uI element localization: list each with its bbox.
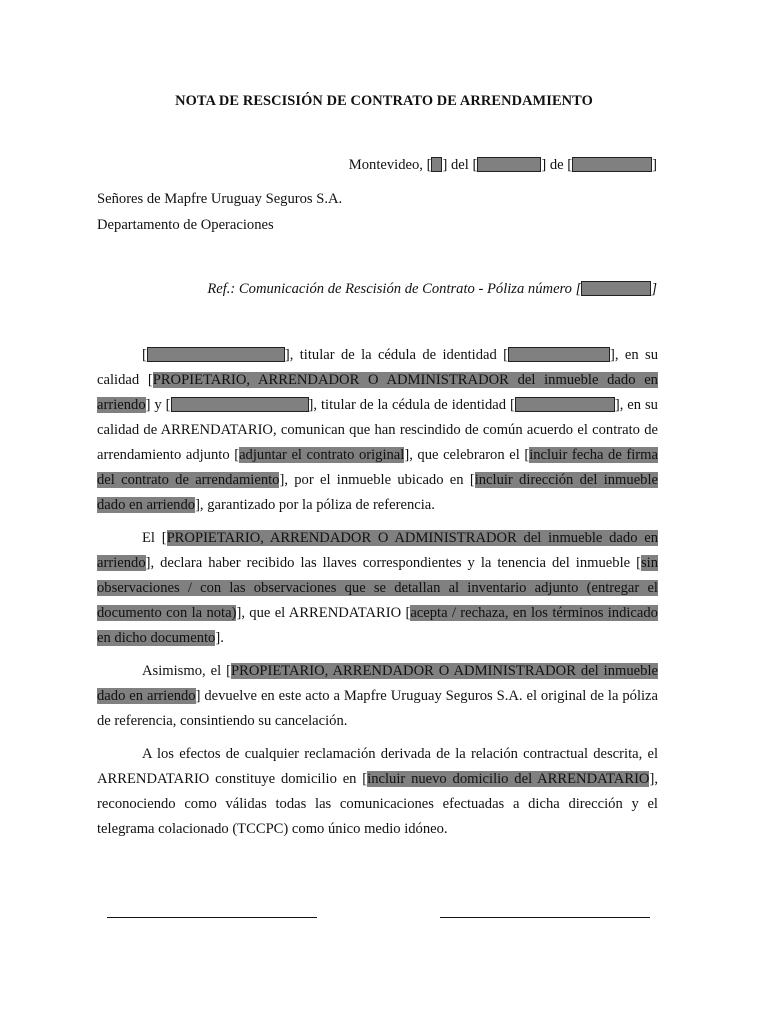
highlight-signing-date: incluir fecha de firma del contrato de arrendamiento — [97, 447, 658, 488]
date-de: ] de [ — [541, 157, 573, 173]
highlight-accept-reject: acepta / rechaza, en los términos indicado en dicho documento — [97, 605, 658, 646]
text-fragment: ], garantizado por la póliza de referencia. — [195, 497, 435, 513]
text-fragment: Asimismo, el [ — [142, 663, 231, 679]
highlight-owner-role: PROPIETARIO, ARRENDADOR O ADMINISTRADOR del inmueble dado en arriendo — [97, 372, 658, 413]
owner-id-placeholder — [508, 347, 610, 362]
reference-line — [207, 281, 657, 298]
text-fragment: ], reconociendo como válidas todas las comunicaciones efectuadas a dicha dirección y el telegrama colacionado (TCCPC) como único medio idóneo. — [97, 771, 658, 837]
paragraph-parties — [97, 343, 658, 518]
letter-body — [97, 343, 658, 850]
recipient-company: Señores de Mapfre Uruguay Seguros S.A. — [97, 191, 343, 207]
month-placeholder — [477, 157, 541, 172]
text-fragment: A los efectos de cualquier reclamación derivada de la relación contractual descrita, el ARRENDATARIO constituye domicilio en [ — [97, 746, 658, 787]
policy-number-placeholder — [581, 281, 651, 296]
highlight-owner-role: PROPIETARIO, ARRENDADOR O ADMINISTRADOR del inmueble dado en arriendo — [97, 663, 658, 704]
text-fragment: ], que celebraron el [ — [404, 447, 530, 463]
date-del: ] del [ — [442, 157, 478, 173]
tenant-name-placeholder — [171, 397, 309, 412]
text-fragment: El [ — [142, 530, 167, 546]
signature-line-right — [440, 917, 650, 918]
highlight-owner-role: PROPIETARIO, ARRENDADOR O ADMINISTRADOR del inmueble dado en arriendo — [97, 530, 658, 571]
reference-suffix: ] — [651, 281, 657, 297]
text-fragment: ]. — [215, 630, 224, 646]
text-fragment: ] devuelve en este acto a Mapfre Uruguay Seguros S.A. el original de la póliza de referencia, consintiendo su cancelación. — [97, 688, 659, 729]
paragraph-policy-return — [97, 659, 658, 734]
document-title: NOTA DE RESCISIÓN DE CONTRATO DE ARRENDAMIENTO — [175, 93, 593, 109]
highlight-new-domicile: incluir nuevo domicilio del ARRENDATARIO — [367, 771, 650, 787]
tenant-id-placeholder — [515, 397, 615, 412]
signature-line-left — [107, 917, 317, 918]
paragraph-domicile — [97, 742, 658, 842]
paragraph-keys — [97, 526, 658, 651]
text-fragment: ] y [ — [145, 397, 171, 413]
date-city: Montevideo, [ — [348, 157, 432, 173]
text-fragment: ], titular de la cédula de identidad [ — [308, 397, 515, 413]
year-placeholder — [572, 157, 652, 172]
highlight-attach-contract: adjuntar el contrato original — [239, 447, 405, 463]
text-fragment: ], en su calidad [ — [97, 347, 658, 388]
text-fragment: [ — [142, 347, 147, 363]
text-fragment: ], que el ARRENDATARIO [ — [236, 605, 411, 621]
highlight-observations: sin observaciones / con las observaciones que se detallan al inventario adjunto (entregar el documento con la nota) — [97, 555, 658, 621]
owner-name-placeholder — [147, 347, 285, 362]
day-placeholder — [431, 157, 442, 172]
highlight-property-address: incluir dirección del inmueble dado en arriendo — [97, 472, 658, 513]
text-fragment: ], por el inmueble ubicado en [ — [279, 472, 475, 488]
text-fragment: ], en su calidad de ARRENDATARIO, comunican que han rescindido de común acuerdo el contrato de arrendamiento adjunto [ — [97, 397, 658, 463]
text-fragment: ], titular de la cédula de identidad [ — [284, 347, 509, 363]
text-fragment: ], declara haber recibido las llaves correspondientes y la tenencia del inmueble [ — [145, 555, 641, 571]
recipient-department: Departamento de Operaciones — [97, 217, 274, 233]
date-line — [349, 157, 657, 174]
date-close: ] — [652, 157, 657, 173]
reference-prefix: Ref.: Comunicación de Rescisión de Contrato - Póliza número [ — [207, 281, 582, 297]
